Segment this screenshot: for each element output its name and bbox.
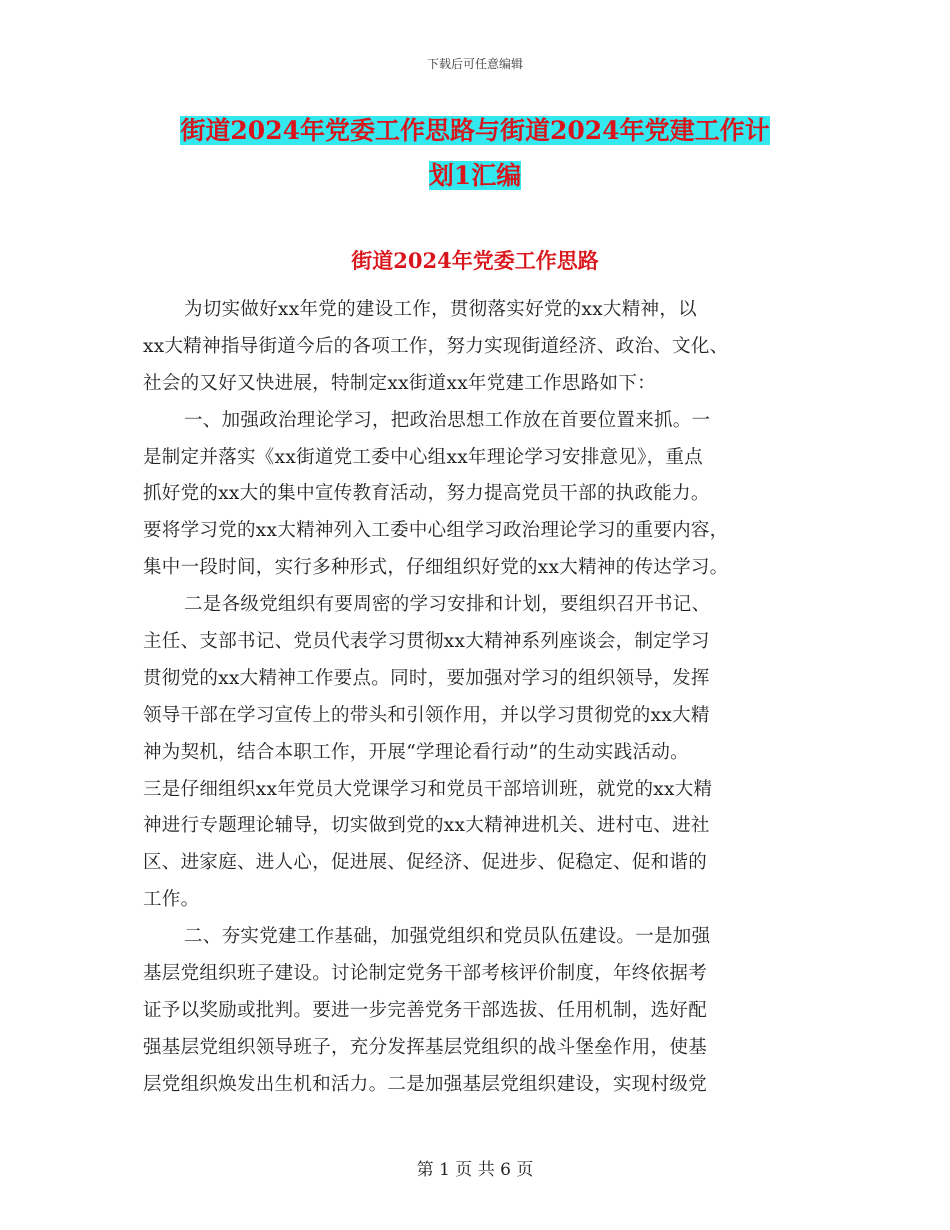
text-line: 社会的又好又快进展，特制定xx街道xx年党建工作思路如下：	[143, 372, 656, 394]
document-title	[120, 108, 830, 198]
section-title: 街道2024年党委工作思路	[351, 248, 599, 273]
text-line: 主任、支部书记、党员代表学习贯彻xx大精神系列座谈会，制定学习	[143, 631, 710, 653]
text-line: 基层党组织班子建设。讨论制定党务干部考核评价制度，年终依据考	[143, 963, 708, 985]
text-line: 工作。	[143, 889, 200, 911]
text-line: 区、进家庭、进人心，促进展、促经济、促进步、促稳定、促和谐的	[143, 852, 708, 874]
text-line: 神为契机，结合本职工作，开展“学理论看行动”的生动实践活动。	[143, 741, 689, 763]
text-line: 集中一段时间，实行多种形式，仔细组织好党的xx大精神的传达学习。	[143, 557, 729, 579]
text-line: 抓好党的xx大的集中宣传教育活动，努力提高党员干部的执政能力。	[143, 483, 710, 505]
text-line: 神进行专题理论辅导，切实做到党的xx大精神进机关、进村屯、进社	[143, 815, 710, 837]
body-text	[143, 292, 815, 1104]
document-title-line-2: 划1汇编	[428, 161, 522, 190]
page-footer: 第 1 页 共 6 页	[416, 1160, 534, 1180]
text-line: 为切实做好xx年党的建设工作，贯彻落实好党的xx大精神，以	[184, 299, 697, 320]
text-line: 二、夯实党建工作基础，加强党组织和党员队伍建设。一是加强	[184, 926, 711, 948]
text-line: 强基层党组织领导班子，充分发挥基层党组织的战斗堡垒作用，使基	[143, 1036, 708, 1058]
text-line: 领导干部在学习宣传上的带头和引领作用，并以学习贯彻党的xx大精	[143, 704, 710, 726]
text-line: 层党组织焕发出生机和活力。二是加强基层党组织建设，实现村级党	[143, 1073, 708, 1095]
document-title-line-1: 街道2024年党委工作思路与街道2024年党建工作计	[180, 116, 770, 145]
text-line: 一、加强政治理论学习，把政治思想工作放在首要位置来抓。一	[184, 409, 711, 431]
text-line: 贯彻党的xx大精神工作要点。同时，要加强对学习的组织领导，发挥	[143, 667, 710, 689]
text-line: 是制定并落实《xx街道党工委中心组xx年理论学习安排意见》，重点	[143, 446, 704, 468]
text-line: xx大精神指导街道今后的各项工作，努力实现街道经济、政治、文化、	[143, 335, 729, 357]
text-line: 证予以奖励或批判。要进一步完善党务干部选拔、任用机制，选好配	[143, 999, 708, 1021]
text-line: 三是仔细组织xx年党员大党课学习和党员干部培训班，就党的xx大精	[143, 778, 713, 800]
header-note: 下载后可任意编辑	[426, 57, 523, 71]
text-line: 要将学习党的xx大精神列入工委中心组学习政治理论学习的重要内容，	[143, 520, 729, 542]
text-line: 二是各级党组织有要周密的学习安排和计划，要组织召开书记、	[184, 594, 711, 616]
